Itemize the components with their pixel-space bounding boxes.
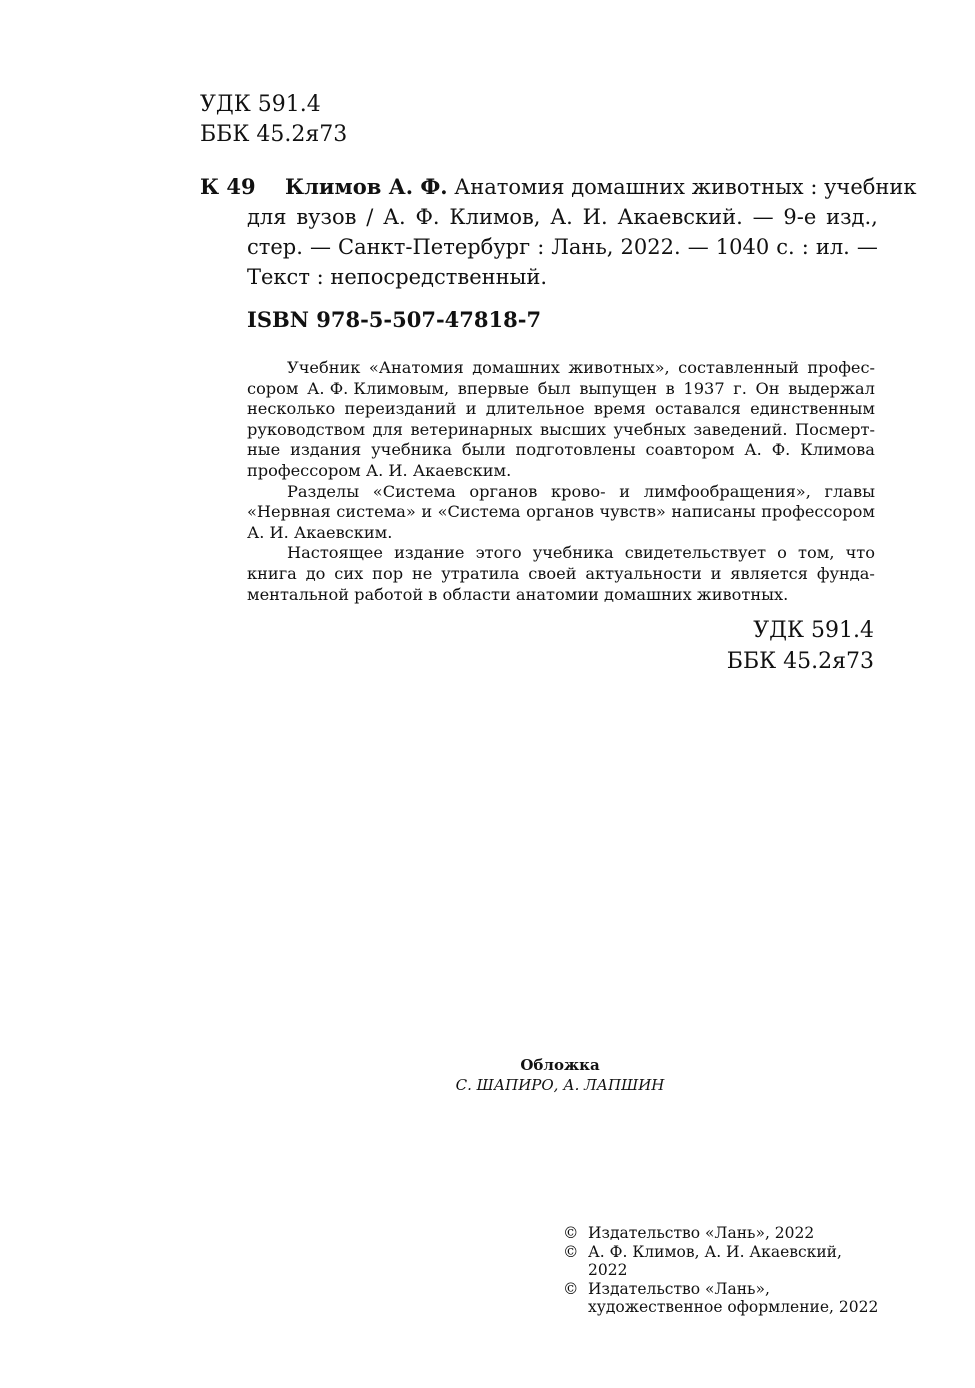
word: что <box>845 543 875 563</box>
word: — <box>752 205 774 229</box>
abstract-line <box>247 585 875 606</box>
word: «Нервная <box>247 502 331 522</box>
word: крово- <box>551 481 606 501</box>
word: и <box>421 502 433 522</box>
bibliographic-entry <box>200 172 917 292</box>
word: : <box>537 235 545 259</box>
word: А. Ф. Климовым, <box>307 378 450 398</box>
word: своей <box>528 563 577 583</box>
bbk-code-bottom: ББК 45.2я73 <box>726 649 874 674</box>
word: органов <box>469 481 538 501</box>
word: — <box>309 235 331 259</box>
word: главы <box>824 481 875 501</box>
word: Лань, <box>551 235 614 259</box>
abstract-line <box>247 399 875 420</box>
udk-code: УДК 591.4 <box>200 92 321 117</box>
word: учебника <box>532 543 614 563</box>
word: для <box>247 205 287 229</box>
cover-designers: С. ШАПИРО, А. ЛАПШИН <box>455 1076 665 1094</box>
word: 2022. <box>620 235 681 259</box>
copyright-symbol: © <box>563 1224 579 1242</box>
bbk-code: ББК 45.2я73 <box>200 122 348 147</box>
abstract-line <box>247 502 875 523</box>
word: до <box>305 563 326 583</box>
word: Климов, <box>449 205 541 229</box>
copyright-item <box>563 1243 878 1262</box>
word: актуальности <box>585 563 702 583</box>
copyright-block <box>563 1224 878 1317</box>
word: 1937 <box>683 378 725 398</box>
word: фунда- <box>816 563 875 583</box>
word: лимфообращения», <box>643 481 811 501</box>
word: — <box>856 235 878 259</box>
word: единственным <box>750 399 875 419</box>
word: составленный <box>678 358 799 377</box>
word: был <box>537 378 571 398</box>
word: А. <box>550 205 573 229</box>
word: высших <box>539 419 606 439</box>
word: том, <box>798 543 835 563</box>
entry-line-3 <box>247 232 878 262</box>
word: 1040 <box>715 235 770 259</box>
word: учебника <box>371 440 453 460</box>
word: «Система <box>437 502 521 522</box>
word: г. <box>733 378 747 398</box>
word: для <box>372 419 404 439</box>
word: ментальной работой в области анатомии домашних животных. <box>247 584 789 604</box>
word: вузов <box>296 205 357 229</box>
word: Учебник <box>287 358 361 377</box>
word: о <box>777 543 787 563</box>
word: домашних <box>472 358 560 377</box>
entry-author: Климов А. Ф. <box>285 174 448 199</box>
isbn: ISBN 978-5-507-47818-7 <box>247 307 542 332</box>
word: издания <box>290 440 362 460</box>
word: свидетельствует <box>624 543 767 563</box>
copyright-symbol: © <box>563 1242 579 1261</box>
word: Разделы <box>287 481 360 501</box>
abstract-line <box>247 523 875 544</box>
word: Ф. <box>415 205 440 229</box>
word: и <box>619 481 631 501</box>
cover-credits <box>412 1055 708 1095</box>
word: стер. <box>247 235 303 259</box>
copyright-text-continued: 2022 <box>588 1261 628 1279</box>
word: оставался <box>655 399 741 419</box>
abstract-line <box>247 358 875 379</box>
word: и <box>465 399 477 419</box>
word: выдержал <box>788 378 875 398</box>
word: с. <box>776 235 795 259</box>
word: органов <box>526 502 594 522</box>
copyright-item <box>563 1224 878 1243</box>
word: этого <box>475 543 522 563</box>
word: пор <box>372 563 404 583</box>
word: ил. <box>815 235 850 259</box>
entry-line-2 <box>247 202 878 232</box>
classification-bottom <box>727 615 874 677</box>
word: руководством <box>247 419 366 439</box>
copyright-text: Издательство «Лань», 2022 <box>588 1224 815 1242</box>
word: учебных <box>613 419 686 439</box>
word: в <box>665 378 675 398</box>
word: длительное <box>485 399 585 419</box>
udk-code-bottom: УДК 591.4 <box>753 618 874 643</box>
word: ные <box>247 440 281 460</box>
copyright-text-continued: художественное оформление, 2022 <box>588 1298 879 1316</box>
word: подготовлены <box>515 440 636 460</box>
word: животных», <box>568 358 670 377</box>
word: несколько <box>247 399 336 419</box>
word: соавтором <box>645 440 735 460</box>
word: были <box>461 440 506 460</box>
entry-line-1 <box>285 172 917 202</box>
word: и <box>710 563 722 583</box>
copyright-item <box>563 1280 878 1299</box>
word: заведений. <box>693 419 788 439</box>
word: 9-е <box>783 205 817 229</box>
copyright-text: А. Ф. Климов, А. И. Акаевский, <box>588 1242 842 1261</box>
word: не <box>411 563 433 583</box>
abstract-line <box>247 379 875 400</box>
word: Санкт-Петербург <box>338 235 531 259</box>
word: утратила <box>441 563 520 583</box>
word: Посмерт- <box>795 419 875 439</box>
word: Настоящее <box>287 543 383 563</box>
word: : <box>801 235 809 259</box>
word: ветеринарных <box>410 419 533 439</box>
abstract-line <box>247 461 875 482</box>
author-mark: К 49 <box>200 174 256 199</box>
word: впервые <box>457 378 530 398</box>
abstract-line <box>247 564 875 585</box>
word: А. И. Акаевским. <box>247 522 393 542</box>
word: время <box>593 399 646 419</box>
word: «Система <box>372 481 456 501</box>
word: выпущен <box>579 378 658 398</box>
word: сих <box>334 563 364 583</box>
entry-line-4: Текст : непосредственный. <box>247 265 547 289</box>
word: «Анатомия <box>368 358 464 377</box>
word: А. <box>383 205 406 229</box>
copyright-symbol: © <box>563 1279 579 1298</box>
word: изд., <box>826 205 878 229</box>
word: профессором А. И. Акаевским. <box>247 460 512 480</box>
word: профессором <box>761 502 875 522</box>
word: сором <box>247 378 299 398</box>
word: издание <box>394 543 465 563</box>
abstract-line <box>247 482 875 503</box>
word: / <box>366 205 374 229</box>
word: чувств» <box>599 502 666 522</box>
cover-caption: Обложка <box>520 1056 600 1074</box>
abstract <box>247 358 875 605</box>
word: является <box>730 563 808 583</box>
word: — <box>687 235 709 259</box>
word: Акаевский. <box>617 205 743 229</box>
abstract-line <box>247 440 875 461</box>
word: переизданий <box>344 399 457 419</box>
word: профес- <box>807 358 875 377</box>
word: система» <box>336 502 416 522</box>
word: книга <box>247 563 297 583</box>
classification-top <box>200 90 347 150</box>
word: И. <box>582 205 608 229</box>
word: А. <box>744 440 762 460</box>
word: Климова <box>800 440 875 460</box>
copyright-text: Издательство «Лань», <box>588 1279 770 1298</box>
word: Он <box>755 378 780 398</box>
abstract-line <box>247 420 875 441</box>
word: Ф. <box>771 440 791 460</box>
entry-title: Анатомия домашних животных : учебник <box>454 175 917 199</box>
abstract-line <box>247 543 875 564</box>
word: написаны <box>671 502 756 522</box>
